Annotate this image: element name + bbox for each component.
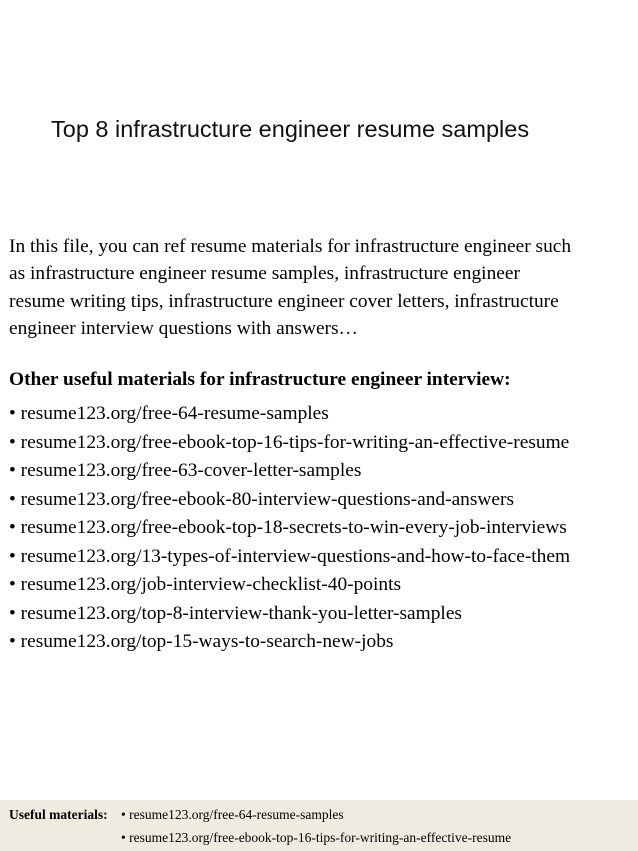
material-link[interactable]: resume123.org/free-64-resume-samples	[20, 403, 329, 424]
footer-link[interactable]: • resume123.org/free-ebook-top-16-tips-for-writing-an-effective-resume	[121, 830, 511, 846]
list-item	[9, 600, 570, 629]
list-item	[9, 543, 570, 572]
list-item	[9, 571, 570, 600]
intro-line: In this file, you can ref resume materials for infrastructure engineer such	[9, 236, 572, 257]
list-item	[9, 514, 570, 543]
list-item	[9, 429, 570, 458]
footer-link[interactable]: • resume123.org/free-64-resume-samples	[121, 807, 344, 823]
footer-label-text: Useful materials	[9, 807, 104, 822]
intro-line: engineer interview questions with answers…	[9, 317, 358, 339]
footer-bar	[0, 800, 638, 851]
materials-heading: Other useful materials for infrastructure engineer interview:	[9, 369, 511, 390]
intro-paragraph	[9, 233, 634, 342]
intro-line: as infrastructure engineer resume samples, infrastructure engineer	[9, 263, 520, 285]
material-link[interactable]: resume123.org/free-ebook-top-16-tips-for-writing-an-effective-resume	[20, 431, 570, 453]
list-item	[9, 628, 570, 657]
material-link[interactable]: resume123.org/free-ebook-top-18-secrets-to-win-every-job-interviews	[20, 517, 567, 538]
material-link[interactable]: resume123.org/job-interview-checklist-40-points	[20, 574, 402, 595]
material-link[interactable]: resume123.org/free-63-cover-letter-samples	[20, 460, 362, 481]
list-item	[9, 486, 570, 515]
material-link[interactable]: resume123.org/top-15-ways-to-search-new-jobs	[20, 631, 394, 652]
intro-line: resume writing tips, infrastructure engineer cover letters, infrastructure	[9, 290, 559, 312]
materials-list	[9, 400, 570, 657]
list-item	[9, 400, 570, 429]
material-link[interactable]: resume123.org/top-8-interview-thank-you-letter-samples	[20, 602, 462, 624]
page-title: Top 8 infrastructure engineer resume samples	[51, 116, 530, 142]
material-link[interactable]: resume123.org/13-types-of-interview-questions-and-how-to-face-them	[20, 545, 571, 567]
list-item	[9, 457, 570, 486]
footer-label	[9, 807, 108, 823]
material-link[interactable]: resume123.org/free-ebook-80-interview-questions-and-answers	[20, 488, 515, 510]
footer-label-colon: :	[103, 807, 108, 822]
